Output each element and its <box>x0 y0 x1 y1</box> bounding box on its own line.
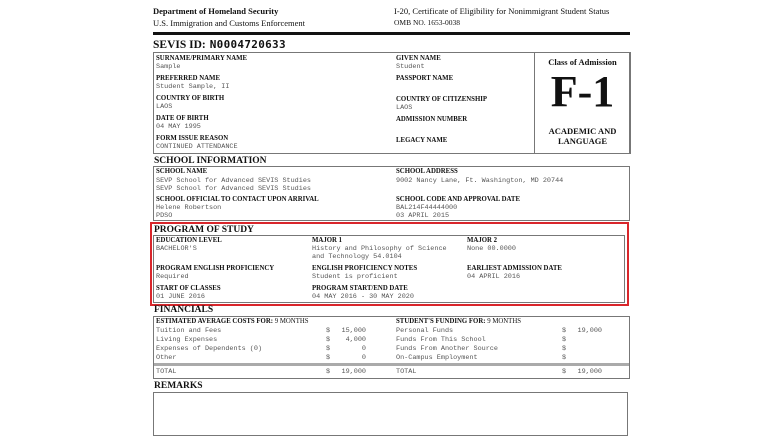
cost-currency: $ <box>326 354 331 362</box>
start-of-classes-label: START OF CLASSES <box>156 285 221 292</box>
country-birth-label: COUNTRY OF BIRTH <box>156 95 225 102</box>
costs-total-label: TOTAL <box>156 368 177 376</box>
coa-description <box>535 126 630 146</box>
education-level-value: BACHELOR'S <box>156 245 197 253</box>
cost-label: Living Expenses <box>156 336 218 344</box>
dob-label: DATE OF BIRTH <box>156 115 209 122</box>
cost-row <box>156 345 262 353</box>
preferred-label: PREFERRED NAME <box>156 75 221 82</box>
funding-label-row: On-Campus Employment <box>396 354 478 362</box>
issue-reason-label: FORM ISSUE REASON <box>156 135 229 142</box>
remarks-section-title: REMARKS <box>154 381 203 391</box>
funding-amount: 19,000 <box>577 327 602 335</box>
funding-label-row: Funds From Another Source <box>396 345 498 353</box>
admission-number-label: ADMISSION NUMBER <box>396 116 468 123</box>
funding-total-currency: $ <box>562 368 567 376</box>
program-dates-label: PROGRAM START/END DATE <box>312 285 408 292</box>
sevis-id <box>153 38 286 51</box>
omb-number: OMB NO. 1653-0038 <box>394 18 461 27</box>
issue-reason-value: CONTINUED ATTENDANCE <box>156 143 238 151</box>
program-box <box>153 235 625 303</box>
education-level-label: EDUCATION LEVEL <box>156 237 222 244</box>
preferred-value: Student Sample, II <box>156 83 230 91</box>
costs-total-currency: $ <box>326 368 331 376</box>
official-name: Helene Robertson <box>156 204 222 212</box>
english-notes-value: Student is proficient <box>312 273 398 281</box>
costs-period: 9 MONTHS <box>274 318 309 325</box>
form-header <box>153 6 630 34</box>
funding-currency: $ <box>562 336 567 344</box>
funding-period: 9 MONTHS <box>487 318 522 325</box>
cost-row <box>156 336 217 344</box>
class-of-admission-box <box>534 52 631 154</box>
coa-title: Class of Admission <box>548 57 617 67</box>
legacy-name-label: LEGACY NAME <box>396 137 448 144</box>
given-value: Student <box>396 63 425 71</box>
surname-label: SURNAME/PRIMARY NAME <box>156 55 248 62</box>
financials-box <box>153 316 630 379</box>
english-notes-label: ENGLISH PROFICIENCY NOTES <box>312 265 418 272</box>
cost-currency: $ <box>326 336 331 344</box>
school-code-label: SCHOOL CODE AND APPROVAL DATE <box>396 196 521 203</box>
funding-label-row: Personal Funds <box>396 327 454 335</box>
program-dates-value: 04 MAY 2016 - 30 MAY 2020 <box>312 293 414 301</box>
funding-currency: $ <box>562 327 567 335</box>
funding-currency: $ <box>562 354 567 362</box>
major2-label: MAJOR 2 <box>467 237 498 244</box>
funding-header <box>396 318 521 325</box>
surname-value: Sample <box>156 63 181 71</box>
cost-label: Tuition and Fees <box>156 327 222 335</box>
dob-value: 04 MAY 1995 <box>156 123 201 131</box>
english-proficiency-value: Required <box>156 273 189 281</box>
funding-label: STUDENT'S FUNDING FOR: <box>396 318 486 325</box>
country-citizenship-value: LAOS <box>396 104 413 112</box>
header-rule <box>153 32 630 35</box>
major1-line2: and Technology 54.0104 <box>312 253 402 261</box>
country-citizenship-label: COUNTRY OF CITIZENSHIP <box>396 96 488 103</box>
costs-header <box>156 318 309 325</box>
funding-total-label: TOTAL <box>396 368 417 376</box>
school-code-value: BAL214F44444000 <box>396 204 458 212</box>
cost-amount: 15,000 <box>341 327 366 335</box>
funding-label-row: Funds From This School <box>396 336 486 344</box>
school-name-line2: SEVP School for Advanced SEVIS Studies <box>156 185 311 193</box>
major1-line1: History and Philosophy of Science <box>312 245 447 253</box>
major2-value: None 00.0000 <box>467 245 516 253</box>
school-address-label: SCHOOL ADDRESS <box>396 168 458 175</box>
coa-code: F-1 <box>550 67 615 116</box>
start-of-classes-value: 01 JUNE 2016 <box>156 293 205 301</box>
given-label: GIVEN NAME <box>396 55 441 62</box>
sevis-number: N0004720633 <box>209 38 286 51</box>
earliest-admission-label: EARLIEST ADMISSION DATE <box>467 265 562 272</box>
total-separator <box>154 363 629 366</box>
cost-currency: $ <box>326 327 331 335</box>
cost-amount: 0 <box>361 354 366 362</box>
cost-label: Expenses of Dependents (0) <box>156 345 263 353</box>
earliest-admission-value: 04 APRIL 2016 <box>467 273 521 281</box>
cost-row <box>156 327 221 335</box>
cost-currency: $ <box>326 345 331 353</box>
approval-date-value: 03 APRIL 2015 <box>396 212 450 220</box>
school-name-label: SCHOOL NAME <box>156 168 208 175</box>
coa-desc-line1: ACADEMIC AND <box>548 126 617 136</box>
costs-label: ESTIMATED AVERAGE COSTS FOR: <box>156 318 274 325</box>
school-info-box <box>153 166 630 221</box>
passport-label: PASSPORT NAME <box>396 75 454 82</box>
official-title: PDSO <box>156 212 173 220</box>
country-birth-value: LAOS <box>156 103 173 111</box>
cost-label: Other <box>156 354 177 362</box>
major1-label: MAJOR 1 <box>312 237 343 244</box>
agency-name: Department of Homeland Security <box>153 6 279 16</box>
financials-section-title: FINANCIALS <box>154 305 214 315</box>
official-label: SCHOOL OFFICIAL TO CONTACT UPON ARRIVAL <box>156 196 319 203</box>
program-section-title: PROGRAM OF STUDY <box>154 225 254 235</box>
cost-amount: 4,000 <box>345 336 366 344</box>
school-name-line1: SEVP School for Advanced SEVIS Studies <box>156 177 311 185</box>
funding-total-amount: 19,000 <box>577 368 602 376</box>
english-proficiency-label: PROGRAM ENGLISH PROFICIENCY <box>156 265 275 272</box>
personal-info-box <box>153 52 630 154</box>
remarks-box <box>153 392 628 436</box>
cost-amount: 0 <box>361 345 366 353</box>
costs-total-amount: 19,000 <box>341 368 366 376</box>
cost-row <box>156 354 176 362</box>
school-address-value: 9002 Nancy Lane, Ft. Washington, MD 20744 <box>396 177 564 185</box>
coa-desc-line2: LANGUAGE <box>557 136 608 146</box>
sub-agency-name: U.S. Immigration and Customs Enforcement <box>153 18 306 28</box>
funding-currency: $ <box>562 345 567 353</box>
form-title: I-20, Certificate of Eligibility for Nonimmigrant Student Status <box>394 6 610 16</box>
sevis-label: SEVIS ID: <box>153 39 206 51</box>
school-section-title: SCHOOL INFORMATION <box>154 156 267 166</box>
